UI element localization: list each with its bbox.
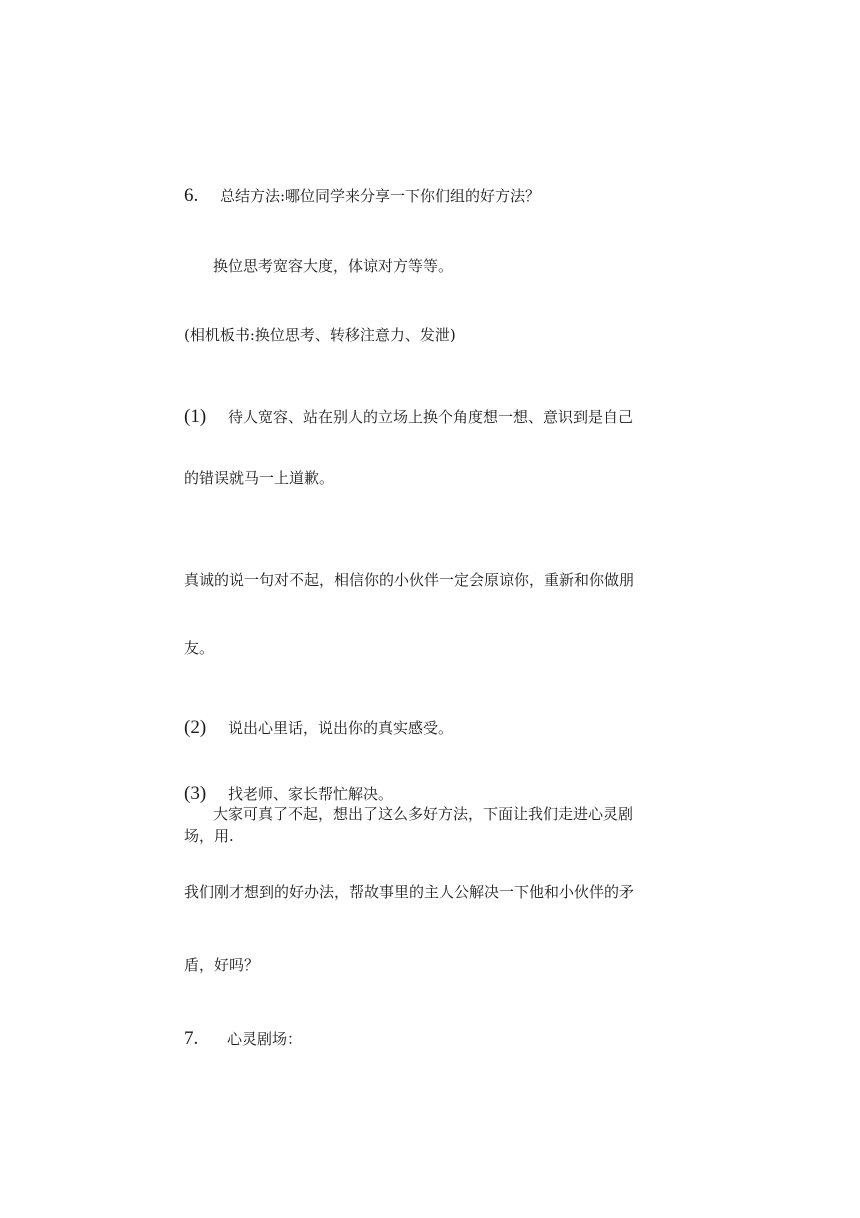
item-6-text: 总结方法:哪位同学来分享一下你们组的好方法？ [220, 187, 541, 205]
point-2 [184, 718, 453, 738]
item-7-number: 7. [184, 1028, 199, 1049]
point-1-number: (1) [184, 406, 207, 427]
transition-line1: 大家可真了不起，想出了这么多好方法，下面让我们走进心灵剧 [213, 805, 634, 823]
answer-text: 换位思考宽容大度，体谅对方等等。 [213, 257, 454, 275]
transition-line3: 我们刚才想到的好办法，帮故事里的主人公解决一下他和小伙伴的矛 [184, 883, 635, 901]
point-3-number: (3) [184, 783, 207, 804]
item-6 [184, 186, 540, 206]
point-1-text-line1: 待人宽容、站在别人的立场上换个角度想一想、意识到是自己 [228, 408, 634, 426]
transition-line2: 场，用. [184, 827, 234, 845]
point-1 [184, 407, 633, 427]
item-7-text: 心灵剧场： [227, 1030, 303, 1048]
point-2-number: (2) [184, 717, 207, 738]
point-2-text: 说出心里话，说出你的真实感受。 [228, 719, 454, 737]
item-7 [184, 1029, 302, 1049]
blackboard-note: (相机板书:换位思考、转移注意力、发泄) [184, 326, 456, 344]
point-3 [184, 784, 393, 804]
point-3-text: 找老师、家长帮忙解决。 [228, 785, 394, 803]
apology-line2: 友。 [184, 639, 215, 657]
item-6-number: 6. [184, 185, 199, 206]
transition-line4: 盾，好吗？ [184, 956, 260, 974]
apology-line1: 真诚的说一句对不起，相信你的小伙伴一定会原谅你，重新和你做朋 [184, 571, 635, 589]
point-1-text-line2: 的错误就马一上道歉。 [184, 469, 335, 487]
